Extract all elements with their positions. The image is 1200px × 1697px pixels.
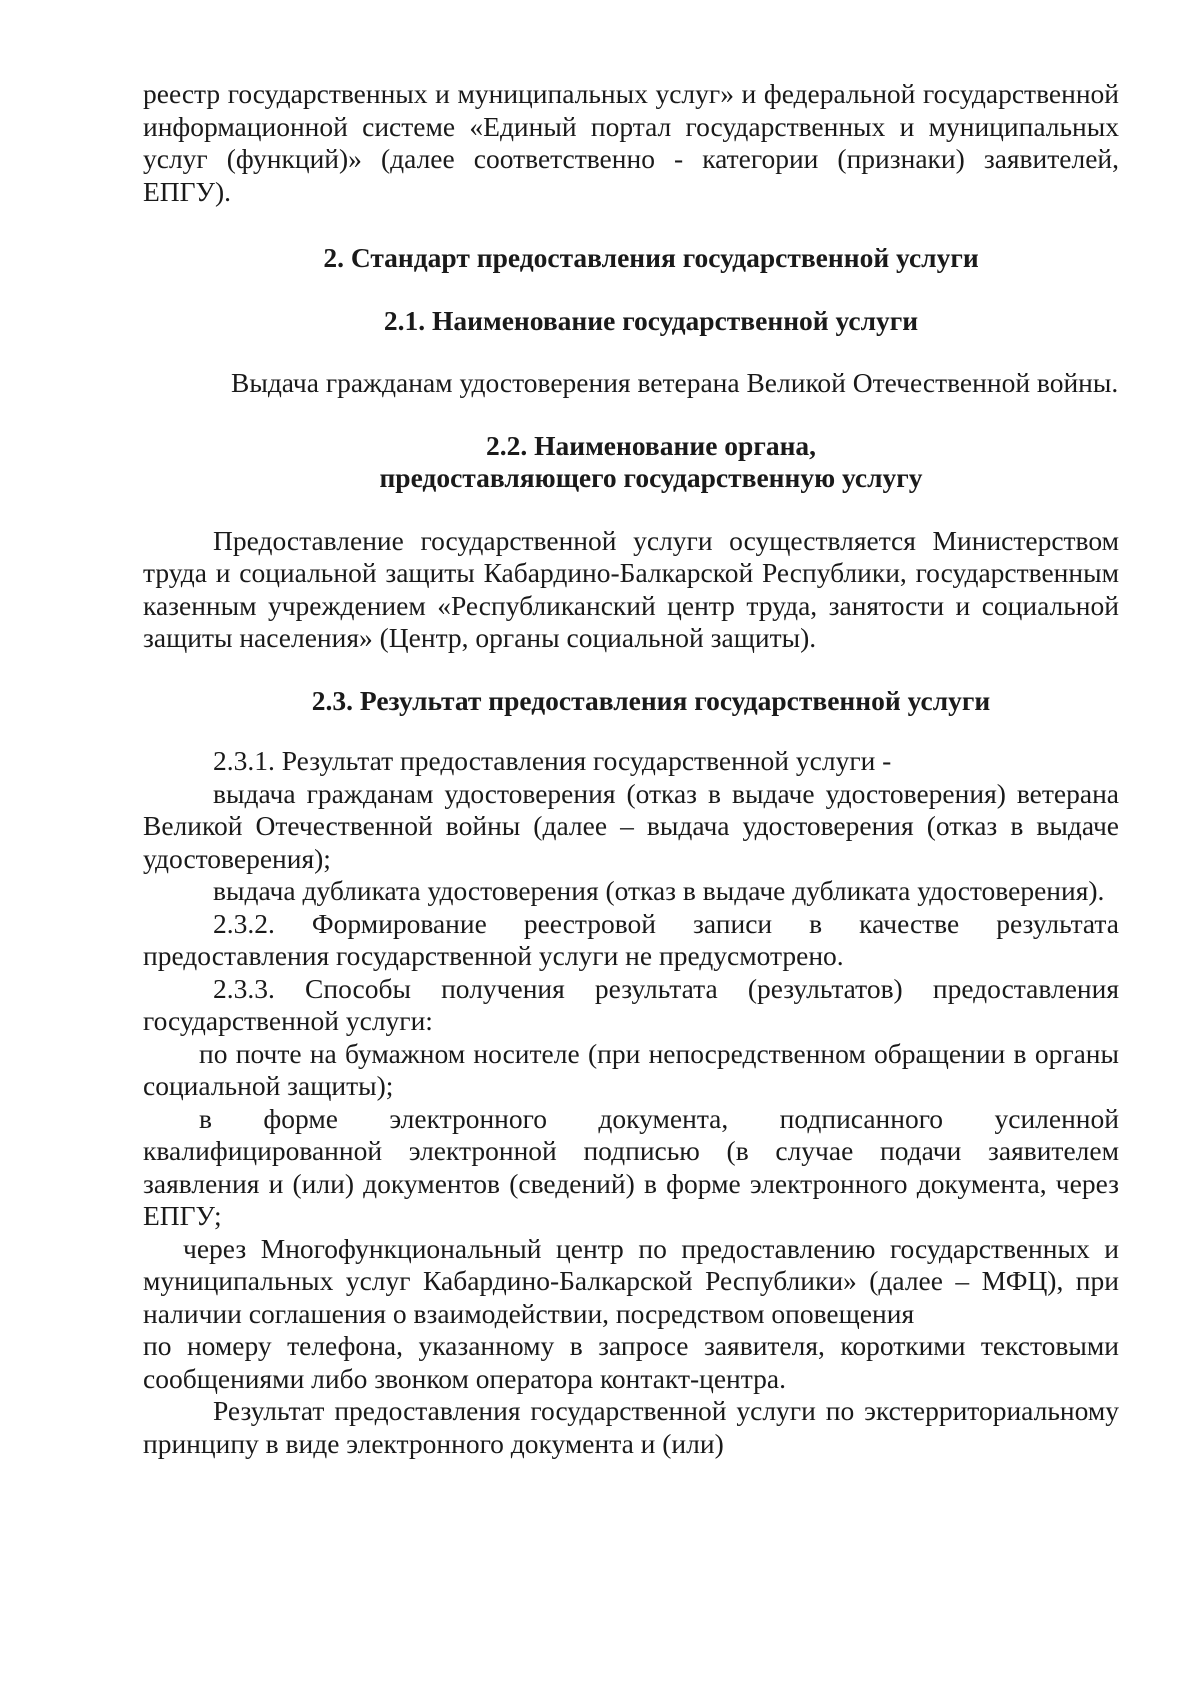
heading-section-2: 2. Стандарт предоставления государственной услуги	[323, 242, 979, 273]
paragraph-2-3-3-b: в форме электронного документа, подписанного усиленной квалифицированной электронной подписью (в случае подачи заявителем заявления и (или) документов (сведений) в форме электронного документа, через ЕПГУ;	[143, 1102, 1119, 1231]
paragraph-2-3-1: 2.3.1. Результат предоставления государственной услуги -	[213, 745, 892, 776]
heading-2-2-line-2: предоставляющего государственную услугу	[379, 462, 923, 493]
paragraph-2-3-1-b: выдача дубликата удостоверения (отказ в выдаче дубликата удостоверения).	[213, 875, 1105, 906]
paragraph-2-3-3: 2.3.3. Способы получения результата (результатов) предоставления государственной услуги:	[143, 972, 1119, 1036]
paragraph-2-1: Выдача гражданам удостоверения ветерана Великой Отечественной войны.	[231, 367, 1119, 398]
paragraph-2-2: Предоставление государственной услуги осуществляется Министерством труда и социальной защиты Кабардино-Балкарской Республики, государственным казенным учреждением «Республиканский центр труда, занятости и социальной защиты населения» (Центр, органы социальной защиты).	[143, 524, 1119, 653]
paragraph-2-3-1-a: выдача гражданам удостоверения (отказ в выдаче удостоверения) ветерана Великой Отечественной войны (далее – выдача удостоверения (отказ в выдаче удостоверения);	[143, 777, 1119, 874]
document-body	[143, 78, 1119, 1460]
paragraph-2-3-3-e: Результат предоставления государственной услуги по экстерриториальному принципу в виде электронного документа и (или)	[143, 1395, 1119, 1459]
heading-section-2-3: 2.3. Результат предоставления государственной услуги	[311, 684, 991, 716]
paragraph-2-3-3-d: по номеру телефона, указанному в запросе заявителя, короткими текстовыми сообщениями либо звонком оператора контакт-центра.	[143, 1330, 1119, 1394]
paragraph-2-3-3-a: по почте на бумажном носителе (при непосредственном обращении в органы социальной защиты);	[143, 1037, 1119, 1101]
heading-2-2-line-1: 2.2. Наименование органа,	[485, 429, 817, 461]
paragraph-2-3-3-c: через Многофункциональный центр по предоставлению государственных и муниципальных услуг Кабардино-Балкарской Республики» (далее – МФЦ), при наличии соглашения о взаимодействии, посредством оповещения	[143, 1232, 1119, 1329]
paragraph-intro: реестр государственных и муниципальных услуг» и федеральной государственной информационной системе «Единый портал государственных и муниципальных услуг (функций)» (далее соответственно - категории (признаки) заявителей, ЕПГУ).	[143, 78, 1119, 207]
heading-section-2-1: 2.1. Наименование государственной услуги	[383, 304, 919, 336]
heading-section-2-2	[143, 430, 1119, 495]
paragraph-2-3-2: 2.3.2. Формирование реестровой записи в качестве результата предоставления государственной услуги не предусмотрено.	[143, 907, 1119, 971]
